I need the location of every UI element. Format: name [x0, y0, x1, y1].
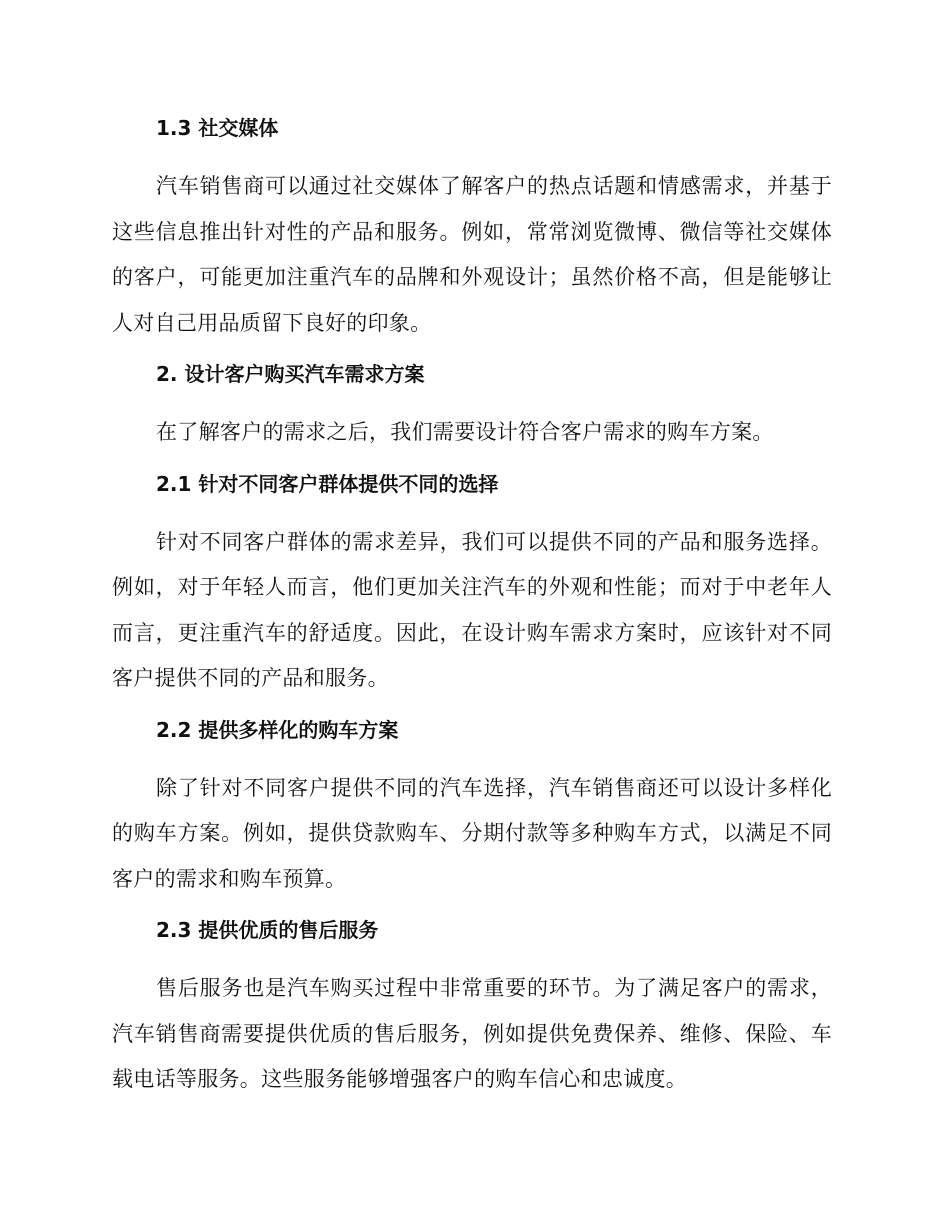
section-paragraph-2: 在了解客户的需求之后，我们需要设计符合客户需求的购车方案。	[156, 420, 774, 444]
section-heading-2-3: 2.3 提供优质的售后服务	[156, 918, 379, 942]
section-paragraph-2-3: 售后服务也是汽车购买过程中非常重要的环节。为了满足客户的需求，汽车销售商需要提供优质的售后服务，例如提供免费保养、维修、保险、车载电话等服务。这些服务能够增强客户的购车信心和忠诚度。	[112, 976, 832, 1091]
document-body	[112, 112, 832, 1115]
section-heading-2-1: 2.1 针对不同客户群体提供不同的选择	[156, 471, 499, 496]
section-heading-2-2: 2.2 提供多样化的购车方案	[156, 717, 399, 742]
section-heading-1-3: 1.3 社交媒体	[156, 116, 279, 140]
section-paragraph-2-2: 除了针对不同客户提供不同的汽车选择，汽车销售商还可以设计多样化的购车方案。例如，提供贷款购车、分期付款等多种购车方式，以满足不同客户的需求和购车预算。	[112, 775, 832, 891]
section-paragraph-1-3: 汽车销售商可以通过社交媒体了解客户的热点话题和情感需求，并基于这些信息推出针对性的产品和服务。例如，常常浏览微博、微信等社交媒体的客户，可能更加注重汽车的品牌和外观设计；虽然价格不高，但是能够让人对自己用品质留下良好的印象。	[112, 174, 832, 335]
section-heading-2: 2. 设计客户购买汽车需求方案	[156, 362, 425, 386]
section-paragraph-2-1: 针对不同客户群体的需求差异，我们可以提供不同的产品和服务选择。例如，对于年轻人而言，他们更加关注汽车的外观和性能；而对于中老年人而言，更注重汽车的舒适度。因此，在设计购车需求方案时，应该针对不同客户提供不同的产品和服务。	[112, 529, 832, 690]
